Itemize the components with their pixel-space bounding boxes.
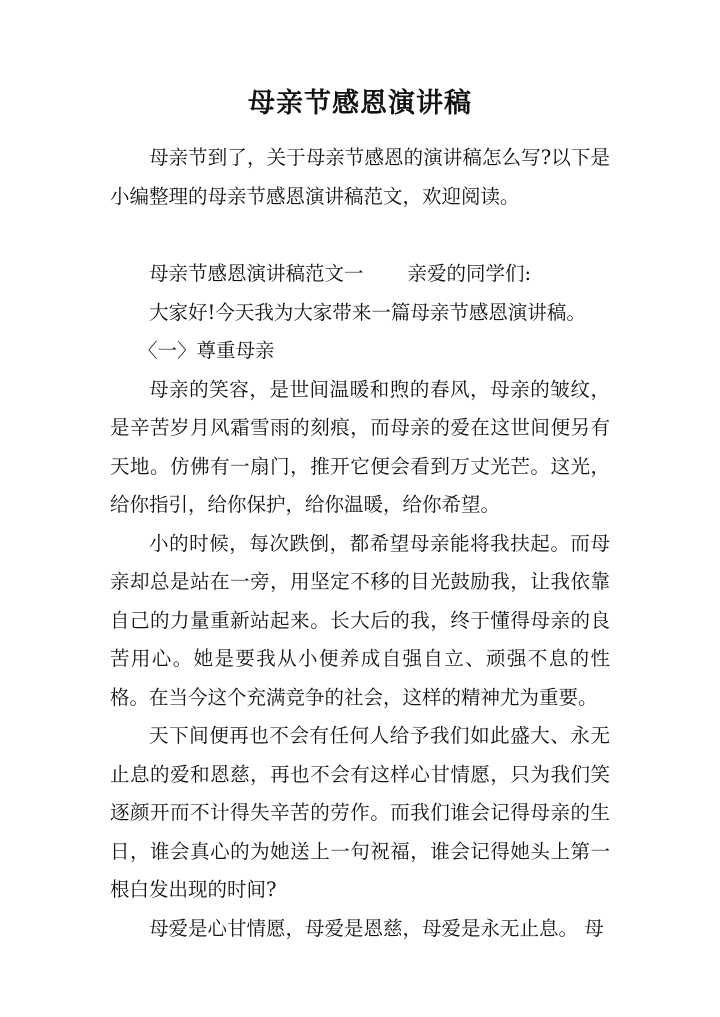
body-paragraph: 小的时候，每次跌倒，都希望母亲能将我扶起。而母亲却总是站在一旁，用坚定不移的目光鼓励我，让我依靠自己的力量重新站起来。长大后的我，终于懂得母亲的良苦用心。她是要我从小便养成自强自立、顽强不息的性格。在当今这个充满竞争的社会，这样的精神尤为重要。 xyxy=(110,531,610,709)
greeting-paragraph: 大家好!今天我为大家带来一篇母亲节感恩演讲稿。 xyxy=(149,300,586,324)
intro-paragraph: 母亲节到了，关于母亲节感恩的演讲稿怎么写?以下是小编整理的母亲节感恩演讲稿范文，欢迎阅读。 xyxy=(110,146,610,208)
body-paragraph: 母爱是心甘情愿，母爱是恩慈，母爱是永无止息。 母 xyxy=(149,916,604,940)
body-paragraph: 母亲的笑容，是世间温暖和煦的春风，母亲的皱纹，是辛苦岁月风霜雪雨的刻痕，而母亲的爱在这世间便另有天地。仿佛有一扇门，推开它便会看到万丈光芒。这光，给你指引，给你保护，给你温暖，给你希望。 xyxy=(110,377,610,516)
section-heading: 〈一〉尊重母亲 xyxy=(138,339,275,362)
sample-heading: 母亲节感恩演讲稿范文一 xyxy=(149,262,364,285)
salutation: 亲爱的同学们: xyxy=(407,262,532,285)
intro-block xyxy=(110,139,610,216)
speech-body xyxy=(110,255,610,948)
sample-heading-line xyxy=(110,255,610,294)
document-title: 母亲节感恩演讲稿 xyxy=(248,88,472,119)
body-paragraph: 天下间便再也不会有任何人给予我们如此盛大、永无止息的爱和恩慈，再也不会有这样心甘情愿，只为我们笑逐颜开而不计得失辛苦的劳作。而我们谁会记得母亲的生日，谁会真心的为她送上一句祝福，谁会记得她头上第一根白发出现的时间? xyxy=(110,724,610,901)
